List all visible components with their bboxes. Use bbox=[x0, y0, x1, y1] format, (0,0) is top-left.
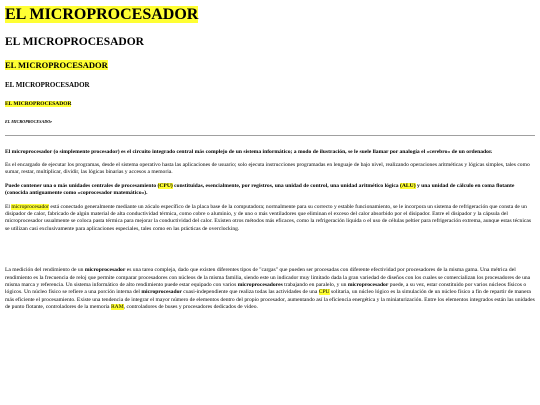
text-span: , controladores de buses y procesadores dedicados de video. bbox=[123, 304, 258, 311]
text-span: constituidas, esencialmente, por registros, una unidad de control, una unidad aritmético lógica bbox=[172, 182, 401, 189]
heading-3 bbox=[5, 61, 535, 71]
text-span: trabajando en paralelo, y un bbox=[282, 282, 348, 289]
heading-1-text: EL MICROPROCESADOR bbox=[5, 6, 199, 23]
heading-4: EL MICROPROCESADOR bbox=[5, 81, 90, 90]
text-span: cuasi-independiente que realiza todas las actividades de una bbox=[181, 289, 319, 296]
highlight-cpu: CPU bbox=[318, 289, 330, 296]
highlight-alu: (ALU) bbox=[400, 182, 416, 189]
highlight-cpu: (CPU) bbox=[157, 182, 173, 189]
heading-6: EL MICROPROCESADOr bbox=[5, 118, 52, 124]
bold-term: microprocesadores bbox=[237, 282, 283, 289]
text-span: solitaria, un núcleo lógico es la simulación de un núcleo físico a fin de repartir de manera más eficiente el procesamiento. Existe una tendencia de integrar el mayor número de elementos dentro del propio procesador, aumentando así la eficiencia energética y la miniaturización. Entre los elementos integrados están las unidades de punto flotante, controladores de la memoria bbox=[5, 289, 535, 311]
paragraph-components bbox=[5, 183, 535, 198]
heading-2: EL MICROPROCESADOR bbox=[5, 36, 144, 49]
paragraph-intro: El microprocesador (o simplemente procesador) es el circuito integrado central más complejo de un sistema informático; a modo de ilustración, se le suele llamar por analogía el «cerebro» de un ordenador. bbox=[5, 148, 493, 155]
text-span: está conectado generalmente mediante un zócalo específico de la placa base de la computadora; normalmente para su correcto y estable funcionamiento, se le incorpora un sistema de refrigeración que consta de un disipador de calor, fabricado de algún material de alta conductividad térmica, como cobre o aluminio, y de uno o más ventiladores que eliminan el exceso del calor absorbido por el disipador. Entre el disipador y la cápsula del microprocesador usualmente se coloca pasta térmica para mejorar la conductividad del calor. Existen otros métodos más eficaces, como la refrigeración líquida o el uso de células peltier para refrigeración extrema, aunque estas técnicas se utilizan casi exclusivamente para aplicaciones especiales, tales como en las prácticas de overclocking. bbox=[5, 203, 532, 232]
paragraph-function: Es el encargado de ejecutar los programas, desde el sistema operativo hasta las aplicaciones de usuario; solo ejecuta instrucciones programadas en lenguaje de bajo nivel, realizando operaciones aritméticas y lógicas simples, tales como sumar, restar, multiplicar, dividir, las lógicas binarias y accesos a memoria. bbox=[5, 161, 530, 176]
bold-term: microprocesador bbox=[141, 289, 182, 296]
text-span: es una tarea compleja, dado que existen diferentes tipos de "cargas" que pueden ser procesadas con diferente efectividad por procesadores de la misma gama. Una métrica del rendimiento es la frecuencia de reloj que permite comparar procesadores con núcleos de la misma familia, siendo este un indicador muy limitado dada la gran variedad de diseños con los cuales se comercializan los procesadores de una misma marca y referencia. Un sistema informático de alto rendimiento puede estar equipado con varios bbox=[5, 267, 531, 289]
paragraph-cooling bbox=[5, 204, 535, 234]
heading-5-text: EL MICROPROCESADOR bbox=[5, 101, 72, 108]
text-span: La medición del rendimiento de un bbox=[5, 267, 85, 274]
text-span: y una unidad de cálculo en coma flotante (conocida antiguamente como «coprocesador matemático»). bbox=[5, 182, 515, 197]
text-span: puede, a su vez, estar constituido por varios núcleos físicos o lógicos. Un núcleo físico se refiere a una porción interna del bbox=[5, 282, 527, 296]
heading-1 bbox=[5, 6, 535, 24]
bold-term: microprocesador bbox=[347, 282, 389, 289]
text-span: Puede contener una o más unidades centrales de procesamiento bbox=[5, 182, 158, 189]
heading-5 bbox=[5, 101, 535, 107]
paragraph-performance bbox=[5, 267, 535, 311]
heading-3-text: EL MICROPROCESADOR bbox=[5, 59, 108, 70]
highlight-ram: RAM bbox=[110, 304, 124, 311]
text-span: El bbox=[5, 203, 12, 210]
bold-term: microprocesador bbox=[84, 267, 126, 274]
divider bbox=[5, 135, 535, 136]
highlight-microprocesador: microprocesador bbox=[11, 203, 49, 210]
